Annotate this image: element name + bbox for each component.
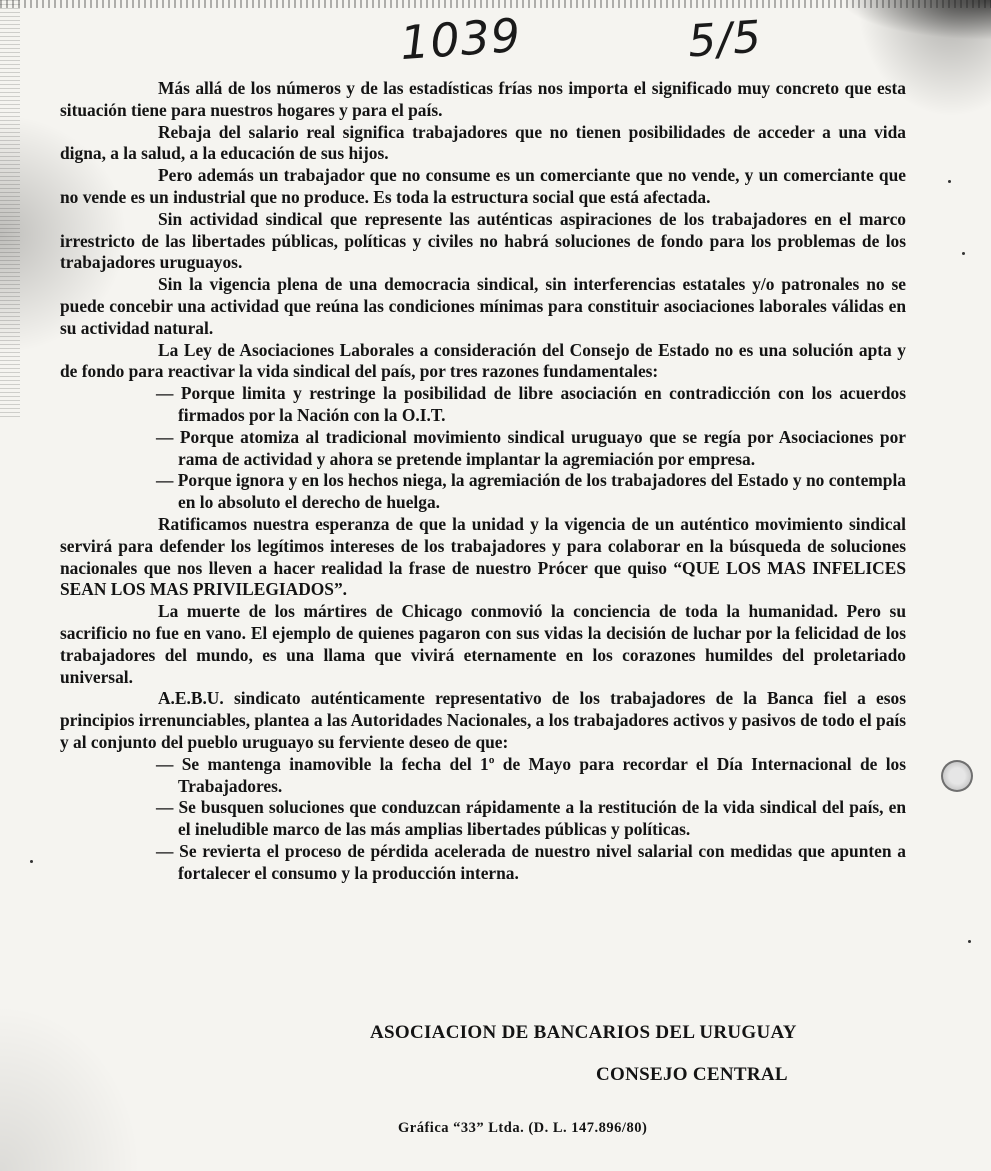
scan-edge-left [0,0,20,420]
punch-hole [941,760,973,792]
printer-imprint: Gráfica “33” Ltda. (D. L. 147.896/80) [398,1120,648,1136]
paragraph: Más allá de los números y de las estadísticas frías nos importa el significado muy concreto que esta situación tiene para nuestros hogares y para el país. [60,78,906,120]
list-item: — Porque atomiza al tradicional movimiento sindical uruguayo que se regía por Asociaciones por rama de actividad y ahora se pretende implantar la agremiación por empresa. [156,427,906,471]
list-item: — Se revierta el proceso de pérdida acelerada de nuestro nivel salarial con medidas que apunten a fortalecer el consumo y la producción interna. [156,841,906,885]
reasons-list [156,383,906,514]
list-item: — Porque limita y restringe la posibilidad de libre asociación en contradicción con los acuerdos firmados por la Nación con la O.I.T. [156,383,906,427]
signature-organization: ASOCIACION DE BANCARIOS DEL URUGUAY [370,1022,797,1043]
paragraph: A.E.B.U. sindicato auténticamente representativo de los trabajadores de la Banca fiel a esos principios irrenunciables, plantea a las Autoridades Nacionales, a los trabajadores activos y pasivos de todo el país y al conjunto del pueblo uruguayo su ferviente deseo de que: [60,688,906,752]
scan-speck [968,940,971,943]
scan-shadow-corner [841,0,991,40]
paragraph: Ratificamos nuestra esperanza de que la unidad y la vigencia de un auténtico movimiento sindical servirá para defender los legítimos intereses de los trabajadores y para colaborar en la búsqueda de soluciones nacionales que nos lleven a hacer realidad la frase de nuestro Prócer que quiso “QUE LOS MAS INFELICES SEAN LOS MAS PRIVILEGIADOS”. [60,513,906,600]
demands-list [156,754,906,885]
handwritten-number: 1039 [398,7,523,71]
list-item: — Se mantenga inamovible la fecha del 1º de Mayo para recordar el Día Internacional de los Trabajadores. [156,754,906,798]
scan-speck [30,860,33,863]
paragraph: Rebaja del salario real significa trabajadores que no tienen posibilidades de acceder a una vida digna, a la salud, a la educación de sus hijos. [60,121,906,164]
scan-speck [962,252,965,255]
document-body [60,78,906,884]
handwritten-page-fraction: 5/5 [686,11,764,68]
paragraph: Sin actividad sindical que represente las auténticas aspiraciones de los trabajadores en el marco irrestricto de las libertades públicas, políticas y civiles no habrá soluciones de fondo para los problemas de los trabajadores uruguayos. [60,208,906,273]
paragraph: Sin la vigencia plena de una democracia sindical, sin interferencias estatales y/o patronales no se puede concebir una actividad que reúna las condiciones mínimas para constituir asociaciones laborales válidas en su actividad natural. [60,274,906,338]
paragraph: La Ley de Asociaciones Laborales a consideración del Consejo de Estado no es una solución apta y de fondo para reactivar la vida sindical del país, por tres razones fundamentales: [60,339,906,382]
paragraph: Pero además un trabajador que no consume es un comerciante que no vende, y un comerciante que no vende es un industrial que no produce. Es toda la estructura social que está afectada. [60,165,906,207]
list-item: — Se busquen soluciones que conduzcan rápidamente a la restitución de la vida sindical del país, en el ineludible marco de las más amplias libertades públicas y políticas. [156,797,906,841]
signature-council: CONSEJO CENTRAL [596,1064,788,1085]
paragraph: La muerte de los mártires de Chicago conmovió la conciencia de toda la humanidad. Pero su sacrificio no fue en vano. El ejemplo de quienes pagaron con sus vidas la decisión de luchar por la felicidad de los trabajadores del mundo, es una llama que vivirá eternamente en los corazones humildes del proletariado universal. [60,601,906,687]
list-item: — Porque ignora y en los hechos niega, la agremiación de los trabajadores del Estado y no contempla en lo absoluto el derecho de huelga. [156,470,906,514]
scan-speck [948,180,951,183]
